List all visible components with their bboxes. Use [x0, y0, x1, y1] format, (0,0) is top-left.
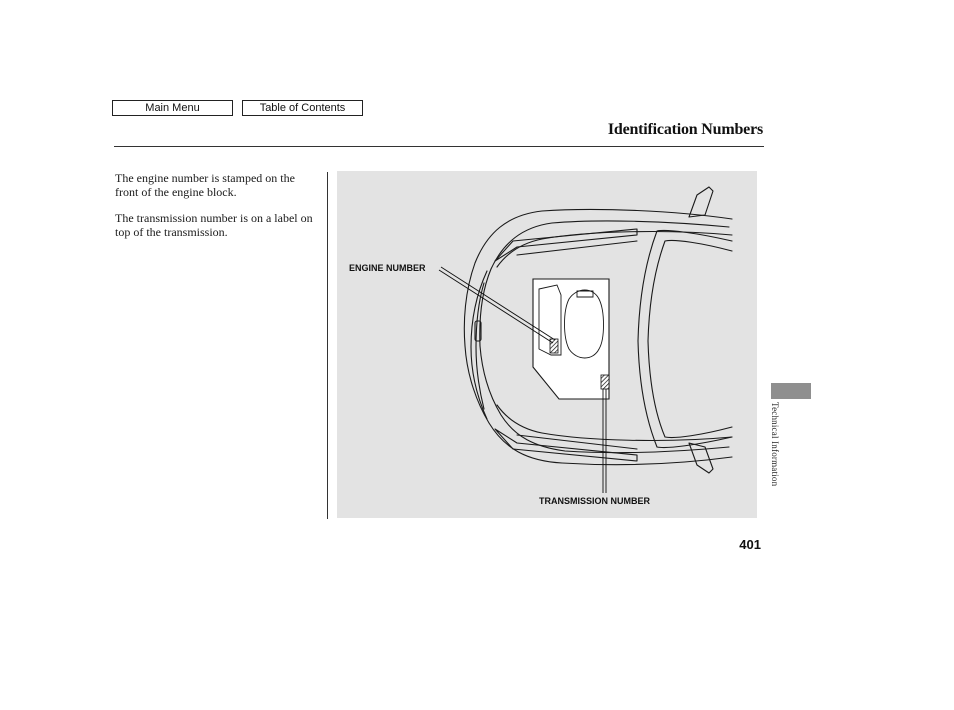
transmission-number-callout: TRANSMISSION NUMBER	[539, 496, 651, 506]
crease-top	[517, 241, 637, 255]
engine-number-plate	[550, 339, 558, 353]
page-number: 401	[739, 537, 761, 552]
side-mirror-top	[689, 187, 713, 217]
headlight-bottom	[495, 429, 637, 461]
headlight-top	[495, 229, 637, 261]
transmission-number-paragraph: The transmission number is on a label on top of the transmission.	[115, 211, 313, 239]
engine-number-callout: ENGINE NUMBER	[349, 263, 426, 273]
front-bumper	[471, 271, 487, 419]
column-divider	[327, 172, 328, 519]
section-tab	[771, 383, 811, 399]
section-label: Technical Information	[770, 402, 780, 487]
car-top-view-figure	[337, 171, 757, 518]
title-divider	[114, 146, 764, 147]
windshield-inner	[648, 240, 732, 437]
page-title: Identification Numbers	[607, 121, 763, 138]
car-illustration	[337, 171, 757, 518]
windshield	[638, 230, 732, 447]
side-mirror-bottom	[689, 443, 713, 473]
transmission-number-plate	[601, 375, 609, 389]
main-menu-button[interactable]: Main Menu	[112, 100, 233, 116]
table-of-contents-button[interactable]: Table of Contents	[242, 100, 363, 116]
engine-number-paragraph: The engine number is stamped on the front of the engine block.	[115, 171, 295, 199]
